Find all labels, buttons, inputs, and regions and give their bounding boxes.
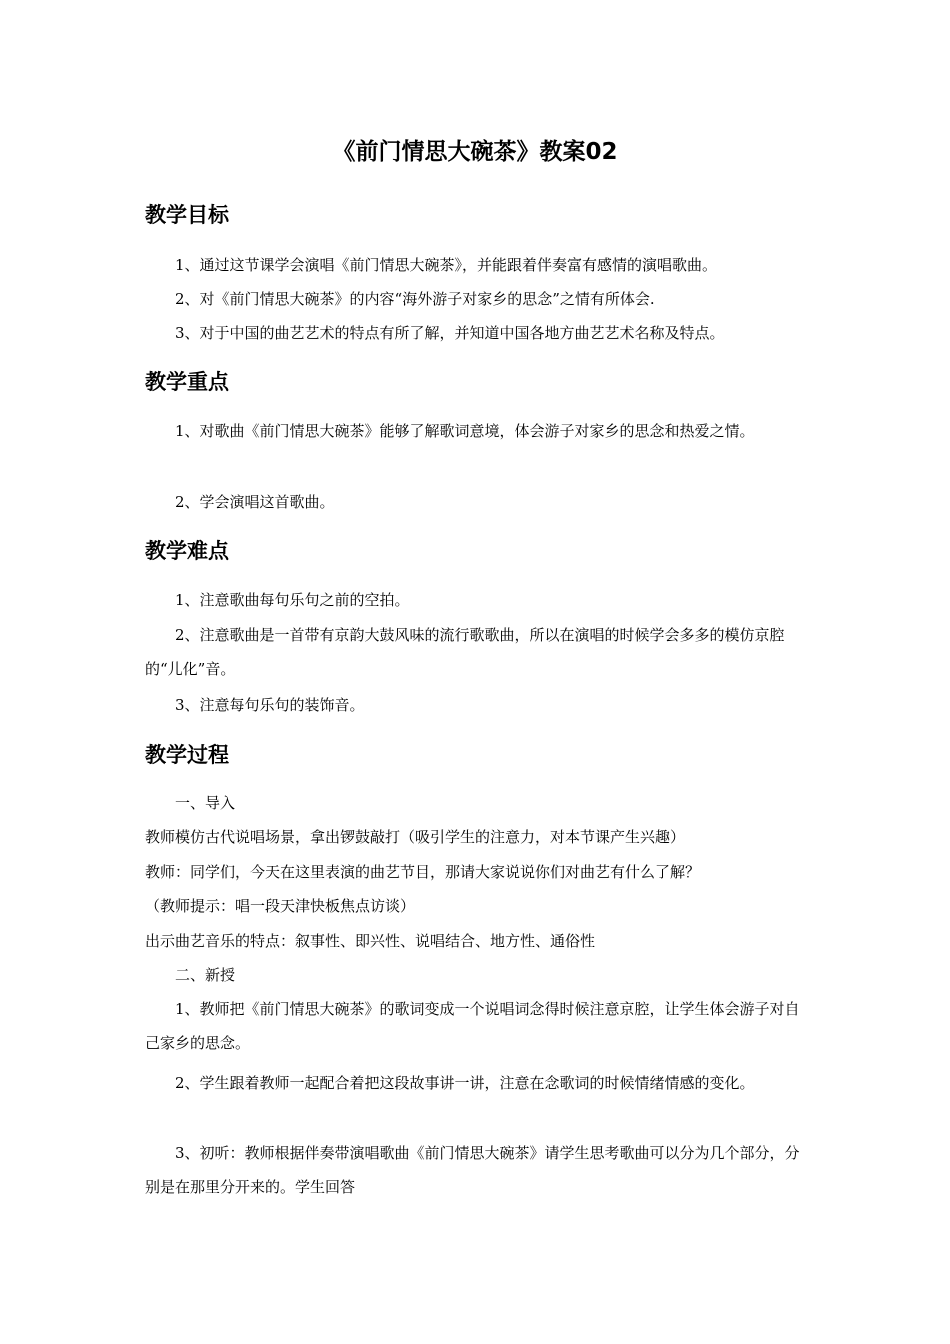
section-heading-objectives: 教学目标 xyxy=(145,203,229,227)
difficulty-item: 2、注意歌曲是一首带有京韵大鼓风味的流行歌歌曲，所以在演唱的时候学会多多的模仿京腔的“儿化”音。 xyxy=(145,626,785,678)
process-subheading-intro: 一、导入 xyxy=(175,794,236,812)
objective-item: 2、对《前门情思大碗茶》的内容“海外游子对家乡的思念”之情有所体会. xyxy=(175,290,655,308)
difficulty-item: 3、注意每句乐句的装饰音。 xyxy=(175,696,365,714)
difficulty-item: 1、注意歌曲每句乐句之前的空拍。 xyxy=(175,591,410,609)
process-line: 教师模仿古代说唱场景，拿出锣鼓敲打（吸引学生的注意力，对本节课产生兴趣） xyxy=(145,828,686,846)
process-line: 出示曲艺音乐的特点：叙事性、即兴性、说唱结合、地方性、通俗性 xyxy=(145,932,596,950)
section-heading-process: 教学过程 xyxy=(145,743,229,767)
key-point-item: 2、学会演唱这首歌曲。 xyxy=(175,493,335,511)
process-line: （教师提示：唱一段天津快板焦点访谈） xyxy=(145,897,416,915)
process-step: 1、教师把《前门情思大碗茶》的歌词变成一个说唱词念得时候注意京腔，让学生体会游子对自己家乡的思念。 xyxy=(145,1000,800,1052)
objective-item: 3、对于中国的曲艺艺术的特点有所了解，并知道中国各地方曲艺艺术名称及特点。 xyxy=(175,324,725,342)
process-line: 教师：同学们，今天在这里表演的曲艺节目，那请大家说说你们对曲艺有什么了解？ xyxy=(145,863,701,881)
process-subheading-new: 二、新授 xyxy=(175,966,236,984)
process-step: 2、学生跟着教师一起配合着把这段故事讲一讲，注意在念歌词的时候情绪情感的变化。 xyxy=(175,1074,755,1092)
objective-item: 1、通过这节课学会演唱《前门情思大碗茶》，并能跟着伴奏富有感情的演唱歌曲。 xyxy=(175,256,718,274)
process-step: 3、初听：教师根据伴奏带演唱歌曲《前门情思大碗茶》请学生思考歌曲可以分为几个部分，分别是在那里分开来的。学生回答 xyxy=(145,1144,800,1196)
key-point-item: 1、对歌曲《前门情思大碗茶》能够了解歌词意境，体会游子对家乡的思念和热爱之情。 xyxy=(175,422,755,440)
section-heading-difficulties: 教学难点 xyxy=(145,539,229,563)
document-title: 《前门情思大碗茶》教案02 xyxy=(332,139,618,165)
section-heading-key-points: 教学重点 xyxy=(145,370,229,394)
